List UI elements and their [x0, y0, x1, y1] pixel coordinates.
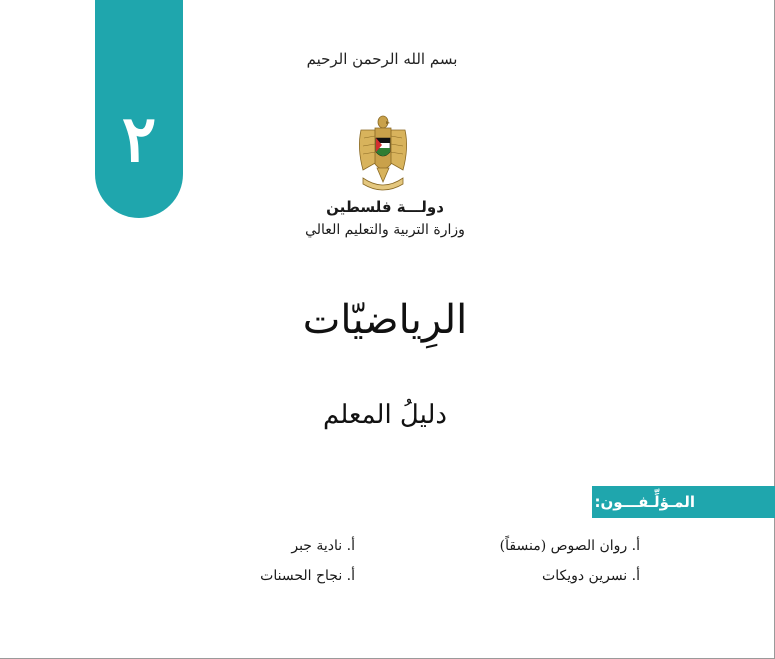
ministry-name: وزارة التربية والتعليم العالي — [305, 222, 465, 238]
basmala: بسم الله الرحمن الرحيم — [306, 50, 458, 68]
author-item: أ. روان الصوص (منسقاً) — [499, 538, 640, 554]
author-item: أ. نجاح الحسنات — [260, 568, 355, 584]
book-subtitle: دليلُ المعلم — [323, 400, 447, 430]
authors-heading: المـؤلِّـفـــون: — [594, 493, 695, 511]
author-item: أ. نسرين دويكات — [542, 568, 640, 584]
state-name: دولـــة فلسطين — [326, 198, 444, 216]
authors-banner — [592, 486, 775, 518]
book-title: الرِياضيّات — [302, 297, 468, 343]
grade-number: ٢ — [121, 102, 157, 177]
grade-tab — [95, 0, 183, 218]
palestine-emblem-icon — [355, 112, 411, 196]
author-item: أ. نادية جبر — [291, 538, 355, 554]
